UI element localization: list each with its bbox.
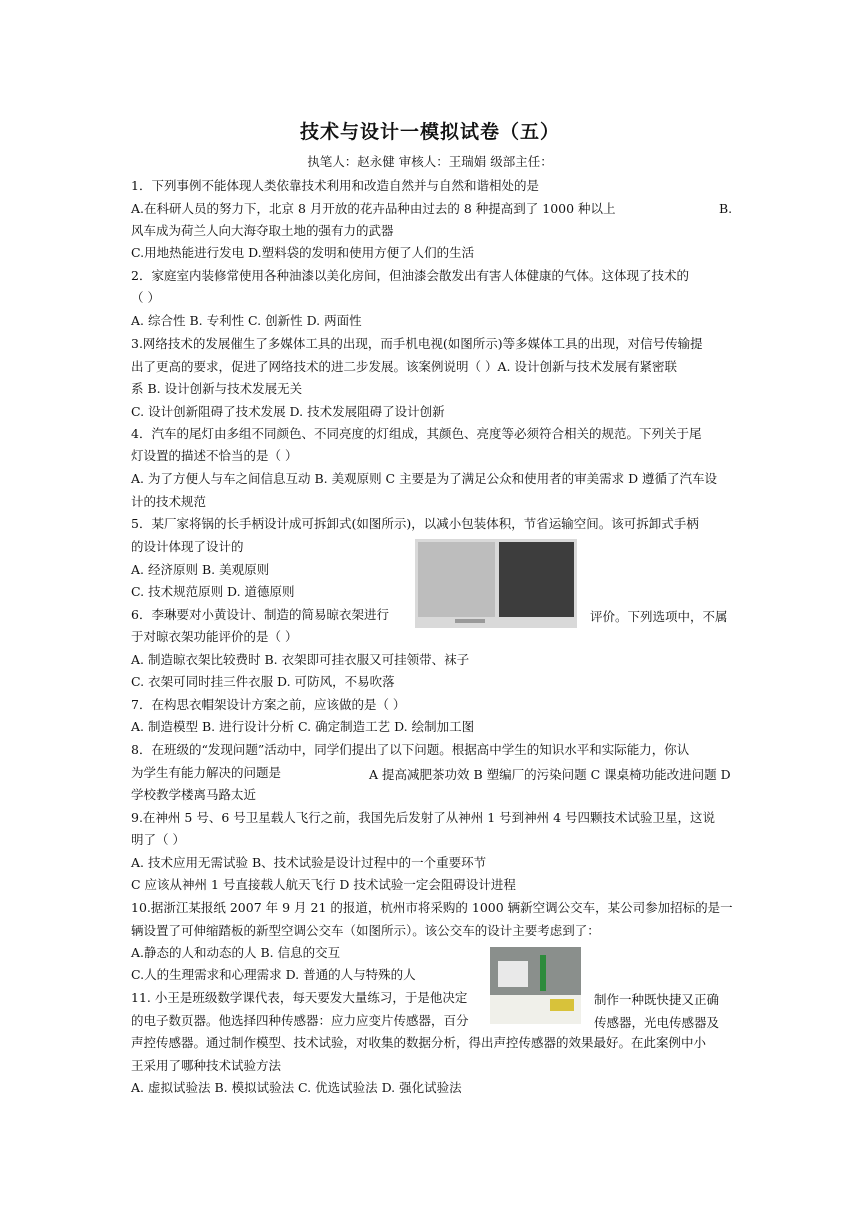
option-text: 风车成为荷兰人向大海夺取土地的强有力的武器 (131, 223, 394, 238)
question-text: 4．汽车的尾灯由多组不同颜色、不同亮度的灯组成，其颜色、亮度等必须符合相关的规范。下列关于尾 (131, 426, 702, 441)
option-text: A. 制造晾衣架比较费时 B. 衣架即可挂衣服又可挂领带、袜子 (131, 652, 470, 667)
option-text: A.在科研人员的努力下，北京 8 月开放的花卉品种由过去的 8 种提高到了 1000 种以上 (131, 201, 616, 216)
question-text: 11. 小王是班级数学课代表，每天要发大量练习，于是他决定 (131, 990, 468, 1005)
option-text: C. 技术规范原则 D. 道德原则 (131, 584, 295, 599)
question-text: 传感器，光电传感器及 (594, 1015, 720, 1030)
question-text: 评价。下列选项中，不属 (590, 609, 728, 624)
question-text: 5．某厂家将锅的长手柄设计成可拆卸式(如图所示)，以减小包装体积，节省运输空间。该可拆卸式手柄 (131, 516, 699, 531)
question-text: 明了（ ） (131, 832, 185, 847)
option-text: B. (719, 201, 733, 216)
question-text: 2．家庭室内装修常使用各种油漆以美化房间，但油漆会散发出有害人体健康的气体。这体现了技术的 (131, 268, 689, 283)
option-text: A. 经济原则 B. 美观原则 (131, 562, 270, 577)
option-text: C 应该从神州 1 号直接载人航天飞行 D 技术试验一定会阻碍设计进程 (131, 877, 516, 892)
option-text: A. 虚拟试验法 B. 模拟试验法 C. 优选试验法 D. 强化试验法 (131, 1080, 462, 1095)
author-line: 执笔人：赵永健 审核人：王瑞娟 级部主任： (307, 154, 553, 169)
bus-window (498, 961, 528, 987)
question-text: 6．李琳要对小黄设计、制造的简易晾衣架进行 (131, 607, 389, 622)
option-text: A. 技术应用无需试验 B、技术试验是设计过程中的一个重要环节 (131, 855, 487, 870)
bus-step-photo (490, 947, 581, 1024)
option-text: A. 制造模型 B. 进行设计分析 C. 确定制造工艺 D. 绘制加工图 (131, 719, 475, 734)
question-text: 制作一种既快捷又正确 (594, 992, 720, 1007)
question-text: 1．下列事例不能体现人类依靠技术利用和改造自然并与自然和谐相处的是 (131, 178, 539, 193)
option-text: 系 B. 设计创新与技术发展无关 (131, 381, 303, 396)
option-text: A.静态的人和动态的人 B. 信息的交互 (131, 945, 341, 960)
option-text: 学校教学楼离马路太近 (131, 787, 257, 802)
question-text: 王采用了哪种技术试验方法 (131, 1058, 282, 1073)
question-text: 声控传感器。通过制作模型、技术试验，对收集的数据分析，得出声控传感器的效果最好。在此案例中小 (131, 1035, 707, 1050)
question-text: 8．在班级的“发现问题”活动中，同学们提出了以下问题。根据高中学生的知识水平和实际能力，你认 (131, 742, 690, 757)
option-text: C.用地热能进行发电 D.塑料袋的发明和使用方便了人们的生活 (131, 245, 475, 260)
question-text: 10.据浙江某报纸 2007 年 9 月 21 的报道，杭州市将采购的 1000 辆新空调公交车，某公司参加招标的是一 (131, 900, 733, 915)
option-text: A 提高减肥茶功效 B 塑编厂的污染问题 C 课桌椅功能改进问题 D (369, 767, 731, 782)
option-text: C. 衣架可同时挂三件衣服 D. 可防风，不易吹落 (131, 674, 395, 689)
option-text: A. 综合性 B. 专利性 C. 创新性 D. 两面性 (131, 313, 362, 328)
question-text: 3.网络技术的发展催生了多媒体工具的出现，而手机电视(如图所示)等多媒体工具的出现，对信号传输提 (131, 336, 703, 351)
pan-photo-left (418, 542, 495, 617)
question-text: 为学生有能力解决的问题是 (131, 765, 282, 780)
page-title: 技术与设计一模拟试卷（五） (299, 121, 560, 143)
question-text: 灯设置的描述不恰当的是（ ） (131, 448, 298, 463)
question-text: 出了更高的要求，促进了网络技术的进二步发展。该案例说明（ ）A. 设计创新与技术发展有紧密联 (131, 359, 677, 374)
question-text: 的设计体现了设计的 (131, 539, 244, 554)
question-text: 的电子数页器。他选择四种传感器：应力应变片传感器，百分 (131, 1013, 469, 1028)
option-text: A. 为了方便人与车之间信息互动 B. 美观原则 C 主要是为了满足公众和使用者的审美需求 D 遵循了汽车设 (131, 471, 718, 486)
option-text: 计的技术规范 (131, 494, 207, 509)
photo-caption-mark (455, 619, 485, 623)
bus-handrail (540, 955, 546, 991)
question-text: 9.在神州 5 号、6 号卫星载人飞行之前，我国先后发射了从神州 1 号到神州 4 号四颗技术试验卫星，这说 (131, 810, 716, 825)
bus-step-marker (550, 999, 574, 1011)
pan-handle-photo (415, 539, 577, 628)
question-text: 7．在构思衣帽架设计方案之前，应该做的是（ ） (131, 697, 406, 712)
question-text: 辆设置了可伸缩踏板的新型空调公交车（如图所示）。该公交车的设计主要考虑到了： (131, 923, 600, 938)
question-text: 于对晾衣架功能评价的是（ ） (131, 629, 298, 644)
pan-photo-right (499, 542, 574, 617)
option-text: C.人的生理需求和心理需求 D. 普通的人与特殊的人 (131, 967, 416, 982)
question-text: （ ） (131, 290, 160, 305)
option-text: C. 设计创新阻碍了技术发展 D. 技术发展阻碍了设计创新 (131, 404, 445, 419)
